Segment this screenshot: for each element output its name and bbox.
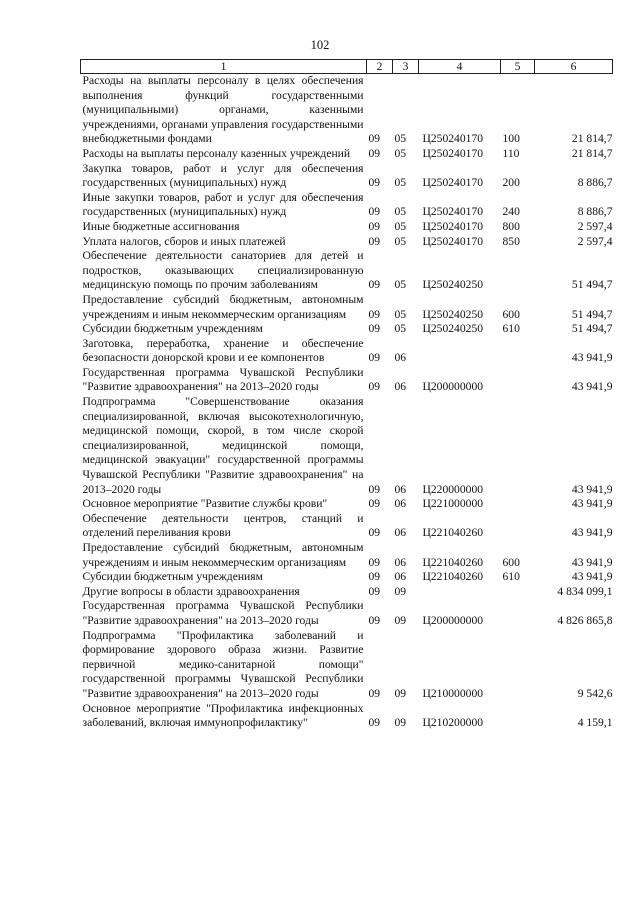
row-amount: 43 941,9 — [571, 482, 613, 496]
row-description: Предоставление субсидий бюджетным, автономным учреждениям и иным некоммерческим организациям — [82, 292, 364, 321]
table-row — [81, 249, 613, 293]
row-target-article: Ц250240170 — [422, 132, 484, 146]
row-section-code: 09 — [368, 497, 381, 511]
row-section-code: 09 — [368, 205, 381, 219]
row-amount: 51 494,7 — [571, 322, 613, 336]
table-row — [81, 599, 613, 628]
row-subsection-code: 09 — [394, 613, 407, 627]
table-row — [81, 147, 613, 162]
header-cell: 6 — [535, 60, 613, 74]
row-subsection-code: 09 — [394, 686, 407, 700]
row-section-code: 09 — [368, 380, 381, 394]
row-amount: 8 886,7 — [577, 176, 613, 190]
row-section-code: 09 — [368, 176, 381, 190]
row-target-article — [419, 337, 501, 366]
row-description: Подпрограмма "Профилактика заболеваний и формирование здорового образа жизни. Развитие первичной медико-санитарной помощи" государственной программы Чувашской Республики "Развитие здравоохранения" на 2013–2020 годы — [82, 628, 364, 700]
row-subsection-code: 06 — [394, 380, 407, 394]
row-description: Основное мероприятие "Развитие службы крови" — [82, 497, 328, 511]
header-cell: 3 — [393, 60, 419, 74]
header-cell: 1 — [81, 60, 367, 74]
row-expense-type: 850 — [502, 234, 520, 248]
row-amount: 21 814,7 — [571, 132, 613, 146]
row-section-code: 09 — [368, 584, 381, 598]
row-description: Заготовка, переработка, хранение и обеспечение безопасности донорской крови и ее компонентов — [82, 336, 364, 365]
row-expense-type — [501, 512, 535, 541]
row-expense-type — [501, 395, 535, 497]
table-row — [81, 541, 613, 570]
row-target-article: Ц210200000 — [422, 716, 484, 730]
row-subsection-code: 06 — [394, 482, 407, 496]
row-target-article: Ц250240250 — [422, 322, 484, 336]
row-subsection-code: 09 — [394, 716, 407, 730]
row-description: Уплата налогов, сборов и иных платежей — [82, 234, 286, 248]
row-amount: 2 597,4 — [577, 234, 613, 248]
row-subsection-code: 05 — [394, 278, 407, 292]
row-amount: 43 941,9 — [571, 555, 613, 569]
row-description: Государственная программа Чувашской Республики "Развитие здравоохранения" на 2013–2020 годы — [82, 365, 364, 394]
row-subsection-code: 05 — [394, 205, 407, 219]
row-description: Иные бюджетные ассигнования — [82, 219, 240, 233]
row-section-code: 09 — [368, 613, 381, 627]
row-expense-type — [501, 337, 535, 366]
table-row — [81, 235, 613, 250]
row-expense-type: 110 — [502, 146, 520, 160]
table-row — [81, 191, 613, 220]
row-expense-type — [501, 702, 535, 731]
row-description: Закупка товаров, работ и услуг для обеспечения государственных (муниципальных) нужд — [82, 161, 364, 190]
row-subsection-code: 05 — [394, 307, 407, 321]
row-section-code: 09 — [368, 555, 381, 569]
table-row — [81, 74, 613, 147]
row-section-code: 09 — [368, 132, 381, 146]
row-section-code: 09 — [368, 482, 381, 496]
table-row — [81, 497, 613, 512]
row-expense-type — [501, 497, 535, 512]
row-target-article — [419, 585, 501, 600]
budget-table — [80, 59, 613, 731]
row-amount: 51 494,7 — [571, 307, 613, 321]
row-target-article: Ц200000000 — [422, 613, 484, 627]
table-row — [81, 322, 613, 337]
row-section-code: 09 — [368, 526, 381, 540]
row-amount: 9 542,6 — [577, 686, 613, 700]
row-section-code: 09 — [368, 307, 381, 321]
row-section-code: 09 — [368, 570, 381, 584]
row-amount: 43 941,9 — [571, 380, 613, 394]
row-subsection-code: 05 — [394, 132, 407, 146]
row-subsection-code: 05 — [394, 146, 407, 160]
row-description: Предоставление субсидий бюджетным, автономным учреждениям и иным некоммерческим организациям — [82, 541, 364, 569]
row-subsection-code: 09 — [394, 584, 407, 598]
table-row — [81, 702, 613, 731]
table-row — [81, 395, 613, 497]
header-cell: 4 — [419, 60, 501, 74]
row-target-article: Ц221040260 — [422, 570, 484, 584]
row-expense-type: 100 — [502, 132, 520, 146]
row-expense-type: 610 — [502, 570, 520, 584]
row-description: Основное мероприятие "Профилактика инфекционных заболеваний, включая иммунопрофилактику" — [82, 701, 364, 730]
row-subsection-code: 06 — [394, 497, 407, 511]
row-target-article: Ц250240170 — [422, 176, 484, 190]
row-subsection-code: 06 — [394, 526, 407, 540]
row-amount: 4 834 099,1 — [557, 584, 613, 598]
row-section-code: 09 — [368, 219, 381, 233]
row-description: Государственная программа Чувашской Республики "Развитие здравоохранения" на 2013–2020 годы — [82, 599, 364, 627]
row-target-article: Ц220000000 — [422, 482, 484, 496]
row-subsection-code: 05 — [394, 322, 407, 336]
row-amount: 2 597,4 — [577, 219, 613, 233]
row-expense-type: 610 — [502, 322, 520, 336]
table-row — [81, 220, 613, 235]
row-amount: 4 826 865,8 — [557, 613, 613, 627]
table-header-row — [81, 60, 613, 74]
table-row — [81, 366, 613, 395]
row-expense-type: 600 — [502, 555, 520, 569]
row-section-code: 09 — [368, 716, 381, 730]
row-target-article: Ц250240170 — [422, 234, 484, 248]
row-target-article: Ц250240170 — [422, 219, 484, 233]
header-cell: 2 — [367, 60, 393, 74]
table-row — [81, 570, 613, 585]
row-section-code: 09 — [368, 278, 381, 292]
row-amount: 43 941,9 — [571, 351, 613, 365]
row-target-article: Ц221040260 — [422, 526, 484, 540]
row-subsection-code: 05 — [394, 176, 407, 190]
row-section-code: 09 — [368, 322, 381, 336]
row-expense-type — [501, 249, 535, 293]
row-target-article: Ц221040260 — [422, 555, 484, 569]
table-row — [81, 293, 613, 322]
page-number: 102 — [310, 38, 330, 52]
row-target-article: Ц250240170 — [422, 146, 484, 160]
row-amount: 43 941,9 — [571, 497, 613, 511]
row-description: Другие вопросы в области здравоохранения — [82, 584, 300, 598]
row-target-article: Ц210000000 — [422, 686, 484, 700]
row-description: Субсидии бюджетным учреждениям — [82, 322, 263, 336]
row-description: Иные закупки товаров, работ и услуг для обеспечения государственных (муниципальных) нужд — [82, 190, 364, 219]
header-cell: 5 — [501, 60, 535, 74]
row-amount: 43 941,9 — [571, 526, 613, 540]
row-target-article: Ц250240250 — [422, 307, 484, 321]
row-section-code: 09 — [368, 351, 381, 365]
row-expense-type — [501, 585, 535, 600]
row-expense-type — [501, 599, 535, 628]
row-amount: 8 886,7 — [577, 205, 613, 219]
row-subsection-code: 05 — [394, 219, 407, 233]
row-description: Обеспечение деятельности центров, станций и отделений переливания крови — [82, 511, 364, 540]
row-amount: 4 159,1 — [577, 716, 613, 730]
row-description: Субсидии бюджетным учреждениям — [82, 570, 263, 584]
row-amount: 51 494,7 — [571, 278, 613, 292]
row-expense-type — [501, 366, 535, 395]
row-amount: 43 941,9 — [571, 570, 613, 584]
row-description: Обеспечение деятельности санаториев для детей и подростков, оказывающих специализированную медицинскую помощь по прочим заболеваниям — [82, 249, 364, 292]
row-expense-type: 200 — [502, 176, 520, 190]
row-target-article: Ц221000000 — [422, 497, 484, 511]
row-amount: 21 814,7 — [571, 146, 613, 160]
row-section-code: 09 — [368, 146, 381, 160]
table-row — [81, 512, 613, 541]
row-expense-type: 600 — [502, 307, 520, 321]
row-description: Расходы на выплаты персоналу в целях обеспечения выполнения функций государственными (муниципальными) органами, казенными учреждениями, органами управления государственными внебюджетными фондами — [82, 74, 364, 146]
row-expense-type: 240 — [502, 205, 520, 219]
row-section-code: 09 — [368, 686, 381, 700]
row-expense-type: 800 — [502, 219, 520, 233]
row-expense-type — [501, 629, 535, 702]
row-subsection-code: 06 — [394, 555, 407, 569]
table-row — [81, 629, 613, 702]
row-description: Подпрограмма "Совершенствование оказания специализированной, включая высокотехнологичную, медицинской помощи, скорой, в том числе скорой специализированной, медицинской помощи, медицинской эвакуации" государственной программы Чувашской Республики "Развитие здравоохранения" на 2013–2020 годы — [82, 395, 364, 496]
row-target-article: Ц200000000 — [422, 380, 484, 394]
row-target-article: Ц250240250 — [422, 278, 484, 292]
row-target-article: Ц250240170 — [422, 205, 484, 219]
table-row — [81, 585, 613, 600]
row-subsection-code: 05 — [394, 234, 407, 248]
row-subsection-code: 06 — [394, 351, 407, 365]
row-section-code: 09 — [368, 234, 381, 248]
table-row — [81, 162, 613, 191]
row-description: Расходы на выплаты персоналу казенных учреждений — [82, 146, 351, 160]
row-subsection-code: 06 — [394, 570, 407, 584]
table-row — [81, 337, 613, 366]
